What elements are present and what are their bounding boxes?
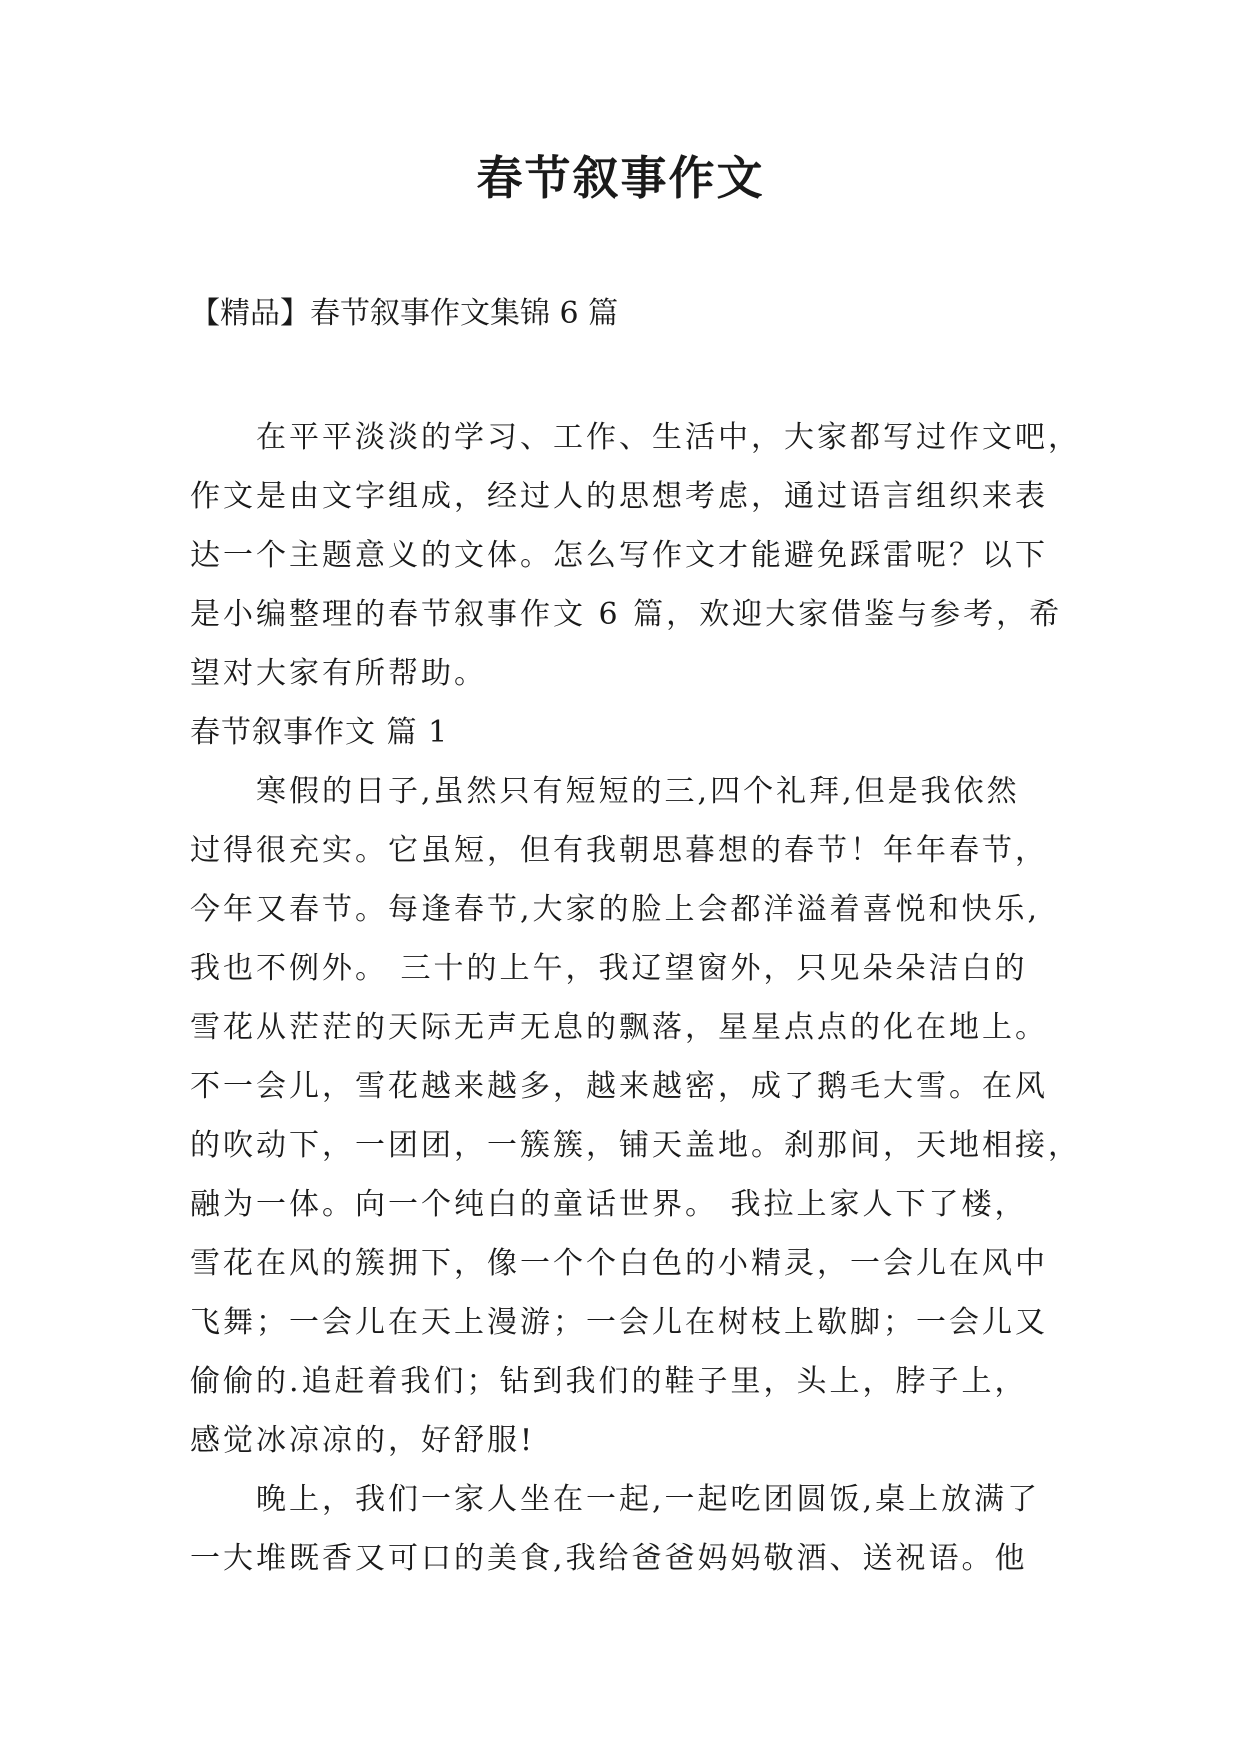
document-body	[190, 408, 1081, 1588]
intro-line: 望对大家有所帮助。	[190, 656, 487, 691]
intro-line: 达一个主题意义的文体。怎么写作文才能避免踩雷呢？以下	[190, 538, 1048, 573]
para1-line: 今年又春节。每逢春节,大家的脸上会都洋溢着喜悦和快乐,	[190, 892, 1041, 927]
para1-line: 雪花在风的簇拥下，像一个个白色的小精灵，一会儿在风中	[190, 1246, 1048, 1281]
intro-line: 在平平淡淡的学习、工作、生活中，大家都写过作文吧，	[256, 420, 1081, 455]
intro-line: 是小编整理的春节叙事作文 6 篇，欢迎大家借鉴与参考，希	[190, 597, 1063, 632]
para1-line: 寒假的日子,虽然只有短短的三,四个礼拜,但是我依然	[256, 774, 1020, 809]
document-subtitle: 【精品】春节叙事作文集锦 6 篇	[190, 296, 619, 331]
para1-line: 不一会儿，雪花越来越多，越来越密，成了鹅毛大雪。在风	[190, 1069, 1048, 1104]
para1-line: 我也不例外。 三十的上午，我辽望窗外，只见朵朵洁白的	[190, 951, 1028, 986]
para1-line: 过得很充实。它虽短，但有我朝思暮想的春节！年年春节，	[190, 833, 1048, 868]
para1-line: 飞舞；一会儿在天上漫游；一会儿在树枝上歇脚；一会儿又	[190, 1305, 1048, 1340]
para1-line: 的吹动下，一团团，一簇簇，铺天盖地。刹那间，天地相接，	[190, 1128, 1081, 1163]
para1-line: 融为一体。向一个纯白的童话世界。 我拉上家人下了楼，	[190, 1187, 1028, 1222]
para2-line: 一大堆既香又可口的美食,我给爸爸妈妈敬酒、送祝语。他	[190, 1541, 1028, 1576]
section-heading: 春节叙事作文 篇 1	[190, 715, 449, 750]
para2-line: 晚上，我们一家人坐在一起,一起吃团圆饭,桌上放满了	[256, 1482, 1041, 1517]
intro-line: 作文是由文字组成，经过人的思想考虑，通过语言组织来表	[190, 479, 1048, 514]
para1-line: 感觉冰凉凉的，好舒服!	[190, 1423, 536, 1458]
para1-line: 雪花从茫茫的天际无声无息的飘落，星星点点的化在地上。	[190, 1010, 1048, 1045]
document-title: 春节叙事作文	[476, 151, 765, 205]
para1-line: 偷偷的.追赶着我们；钻到我们的鞋子里，头上，脖子上，	[190, 1364, 1028, 1399]
